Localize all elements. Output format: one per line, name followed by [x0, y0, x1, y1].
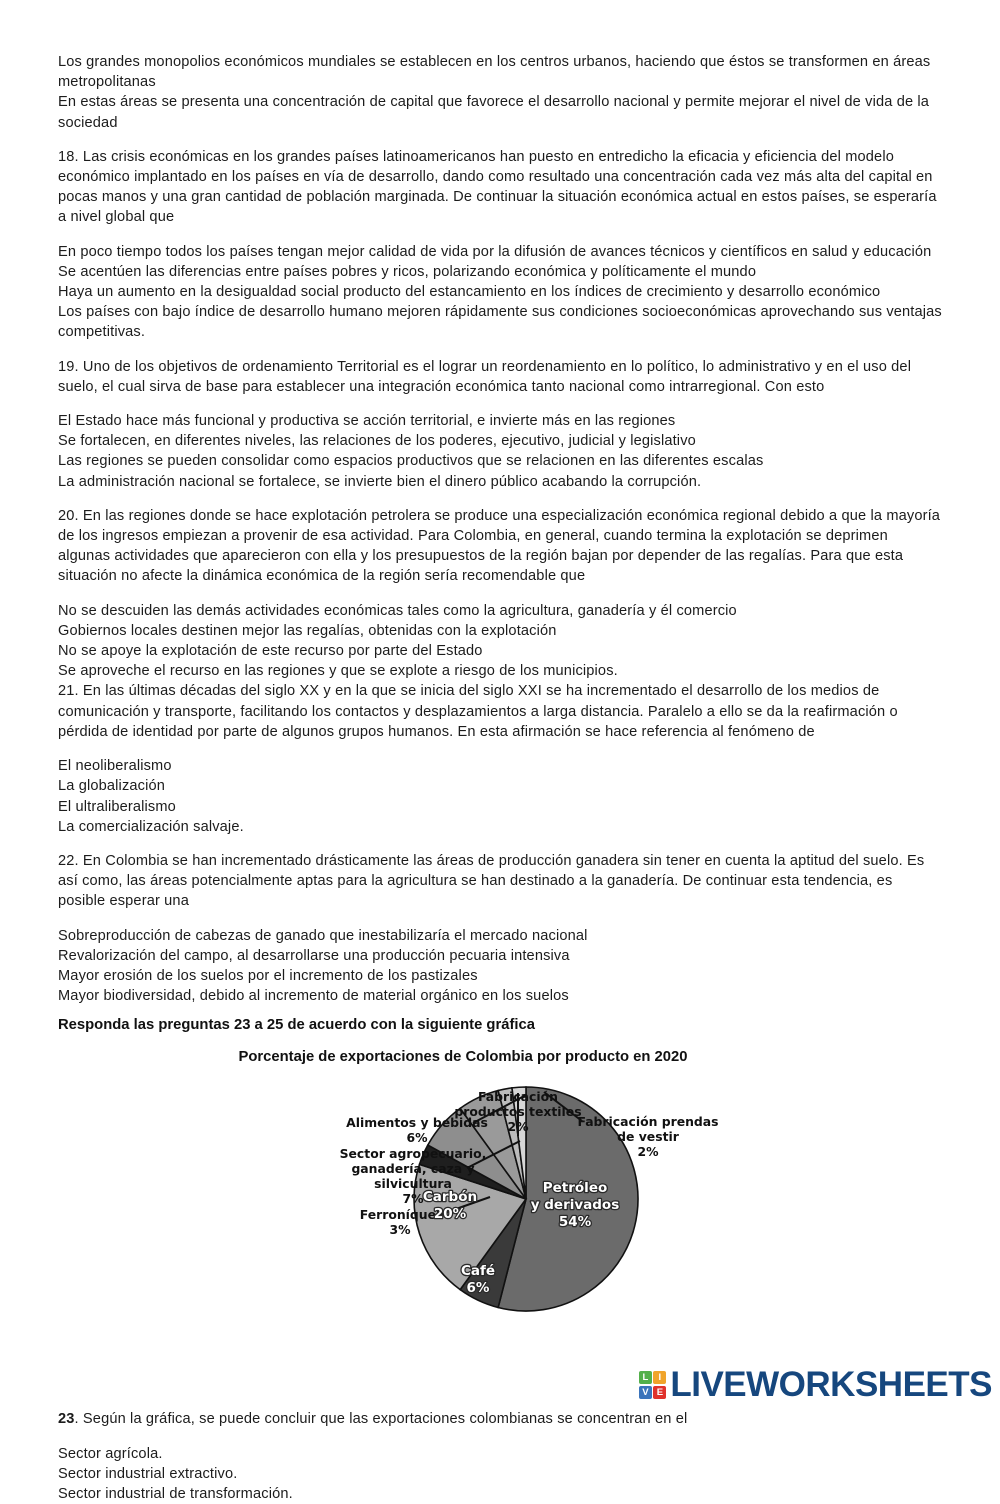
logo-tile-v: V — [639, 1386, 652, 1399]
question-22-options — [58, 926, 942, 1007]
logo-wordmark: LIVEWORKSHEETS — [670, 1365, 992, 1404]
question-19-stem-text: 19. Uno de los objetivos de ordenamiento Territorial es el lograr un reordenamiento en lo político, lo administrativo y en el uso del suelo, el cual sirva de base para establecer una integración económica tanto nacional como intrarregional. Con esto — [58, 358, 912, 395]
option-item[interactable]: Se acentúen las diferencias entre países pobres y ricos, polarizando económica y políticamente el mundo — [58, 263, 757, 280]
inside-label-petroleo-line2: y derivados — [530, 1197, 620, 1214]
inside-label-carbon: Carbón — [422, 1189, 478, 1206]
spacer — [58, 133, 942, 147]
callout-ferroniquel-pct: 3% — [389, 1222, 411, 1238]
spacer — [58, 837, 942, 851]
spacer — [58, 397, 942, 411]
pie-chart-svg — [58, 1079, 942, 1409]
question-19-options — [58, 411, 942, 492]
spacer — [58, 343, 942, 357]
callout-agropecuario-line1: Sector agropecuario, — [339, 1146, 487, 1162]
option-item[interactable]: En poco tiempo todos los países tengan mejor calidad de vida por la difusión de avances técnicos y científicos en salud y educación — [58, 243, 932, 260]
callout-alimentos-pct: 6% — [406, 1130, 428, 1146]
option-item[interactable]: Gobiernos locales destinen mejor las regalías, obtenidas con la explotación — [58, 622, 557, 639]
callout-alimentos-name: Alimentos y bebidas — [346, 1115, 488, 1131]
option-item[interactable]: Mayor erosión de los suelos por el incremento de los pastizales — [58, 967, 478, 984]
spacer — [58, 912, 942, 926]
inside-label-petroleo-pct: 54% — [558, 1214, 592, 1231]
question-23-stem-text: . Según la gráfica, se puede concluir que las exportaciones colombianas se concentran en el — [74, 1411, 688, 1428]
spacer — [58, 1006, 942, 1015]
inside-label-cafe-pct: 6% — [466, 1280, 490, 1297]
option-item[interactable]: La administración nacional se fortalece, se invierte bien el dinero público acabando la corrupción. — [58, 473, 702, 490]
inside-label-petroleo-line1: Petróleo — [542, 1180, 608, 1197]
question-21-options — [58, 756, 942, 837]
spacer — [58, 587, 942, 601]
intro-line-1: Los grandes monopolios económicos mundiales se establecen en los centros urbanos, haciendo que éstos se transformen en áreas metropolitanas — [58, 54, 931, 91]
spacer — [58, 1035, 942, 1049]
inside-label-cafe: Café — [460, 1263, 496, 1280]
question-20-stem — [58, 506, 942, 587]
question-22-stem-text: 22. En Colombia se han incrementado drásticamente las áreas de producción ganadera sin tener en cuenta la aptitud del suelo. Es así como, las áreas potencialmente aptas para la agricultura se han destinado a la ganadería. De continuar esta tendencia, es posible esperar una — [58, 852, 925, 910]
option-item[interactable]: Revalorización del campo, al desarrollarse una producción pecuaria intensiva — [58, 947, 570, 964]
logo-tile-e: E — [653, 1386, 666, 1399]
intro-block — [58, 52, 942, 133]
pie-chart — [58, 1079, 942, 1409]
spacer — [58, 492, 942, 506]
worksheet-content — [58, 52, 942, 1504]
logo-tile-i: I — [653, 1371, 666, 1384]
logo-tiles-icon — [639, 1371, 667, 1399]
callout-agropecuario-pct: 7% — [402, 1191, 424, 1207]
option-item[interactable]: Sector agrícola. — [58, 1445, 163, 1462]
question-20-stem-text: 20. En las regiones donde se hace explotación petrolera se produce una especialización económica regional debido a que la mayoría de los ingresos empiezan a provenir de esa actividad. Para Colombia, en general, cuando termina la explotación se deprimen algunas actividades que aparecieron con ella y los presupuestos de la región bajan por depender de las regalías. Para que esta situación no afecte la dinámica económica de la región sería recomendable que — [58, 507, 941, 585]
callout-textiles-line2: productos textiles — [454, 1104, 582, 1120]
option-item[interactable]: El ultraliberalismo — [58, 798, 176, 815]
question-23-number: 23 — [58, 1411, 75, 1428]
callout-ferroniquel-label: Ferroníquel — [359, 1207, 441, 1223]
question-21-stem — [58, 681, 942, 742]
instruction-heading: Responda las preguntas 23 a 25 de acuerdo con la siguiente gráfica — [58, 1017, 535, 1034]
question-23-stem — [58, 1409, 942, 1429]
question-18-stem-text: 18. Las crisis económicas en los grandes países latinoamericanos han puesto en entredicho la eficacia y eficiencia del modelo económico implantado en los países en vía de desarrollo, dando como resultado una concentración cada vez más alta del capital en pocas manos y una gran cantidad de población marginada. De continuar la situación económica actual en estos países, se esperaría a nivel global que — [58, 148, 937, 226]
inside-label-carbon-pct: 20% — [433, 1206, 467, 1223]
callout-agropecuario-line3: silvicultura — [374, 1176, 452, 1192]
callout-agropecuario-line2: ganadería, caza y — [351, 1161, 475, 1177]
option-item[interactable]: Sobreproducción de cabezas de ganado que inestabilizaría el mercado nacional — [58, 927, 588, 944]
option-item[interactable]: Las regiones se pueden consolidar como espacios productivos que se relacionen en las diferentes escalas — [58, 453, 764, 470]
logo-tile-l: L — [639, 1371, 652, 1384]
option-item[interactable]: El neoliberalismo — [58, 758, 172, 775]
option-item[interactable]: Sector industrial de transformación. — [58, 1485, 293, 1502]
question-22-stem — [58, 851, 942, 912]
option-item[interactable]: Se fortalecen, en diferentes niveles, las relaciones de los poderes, ejecutivo, judicial y legislativo — [58, 433, 696, 450]
chart-container — [58, 1079, 942, 1409]
question-18-stem — [58, 147, 942, 228]
option-item[interactable]: La comercialización salvaje. — [58, 818, 244, 835]
option-item[interactable]: Mayor biodiversidad, debido al incremento de material orgánico en los suelos — [58, 988, 569, 1005]
option-item[interactable]: Los países con bajo índice de desarrollo humano mejoren rápidamente sus condiciones socioeconómicas aprovechando sus ventajas competitivas. — [58, 304, 942, 341]
liveworksheets-logo[interactable] — [639, 1365, 992, 1405]
spacer — [58, 1430, 942, 1444]
callout-prendas-pct: 2% — [637, 1144, 659, 1160]
option-item[interactable]: No se apoye la explotación de este recurso por parte del Estado — [58, 643, 483, 660]
spacer — [58, 742, 942, 756]
callout-textiles-pct: 2% — [507, 1119, 529, 1135]
callout-textiles-line1: Fabricación — [478, 1089, 558, 1105]
option-item[interactable]: Se aproveche el recurso en las regiones y que se explote a riesgo de los municipios. — [58, 663, 618, 680]
intro-line-2: En estas áreas se presenta una concentración de capital que favorece el desarrollo nacional y permite mejorar el nivel de vida de la sociedad — [58, 94, 930, 131]
spacer — [58, 228, 942, 242]
option-item[interactable]: Sector industrial extractivo. — [58, 1465, 238, 1482]
option-item[interactable]: No se descuiden las demás actividades económicas tales como la agricultura, ganadería y él comercio — [58, 602, 737, 619]
chart-title: Porcentaje de exportaciones de Colombia por producto en 2020 — [238, 1049, 688, 1066]
question-20-options — [58, 601, 942, 682]
question-21-stem-text: 21. En las últimas décadas del siglo XX y en la que se inicia del siglo XXI se ha incrementado el desarrollo de los medios de comunicación y transporte, facilitando los contactos y desplazamientos a larga distancia. Paralelo a ello se da la reafirmación o pérdida de identidad por parte de algunos grupos humanos. En esta afirmación se hace referencia al fenómeno de — [58, 683, 898, 740]
callout-prendas-line2: de vestir — [617, 1129, 679, 1145]
option-item[interactable]: La globalización — [58, 778, 166, 795]
question-19-stem — [58, 357, 942, 397]
option-item[interactable]: Haya un aumento en la desigualdad social producto del estancamiento en los índices de crecimiento y desarrollo económico — [58, 284, 881, 301]
callout-prendas-line1: Fabricación prendas — [577, 1114, 719, 1130]
question-18-options — [58, 242, 942, 343]
question-23-options — [58, 1444, 942, 1504]
option-item[interactable]: El Estado hace más funcional y productiva se acción territorial, e invierte más en las regiones — [58, 413, 676, 430]
